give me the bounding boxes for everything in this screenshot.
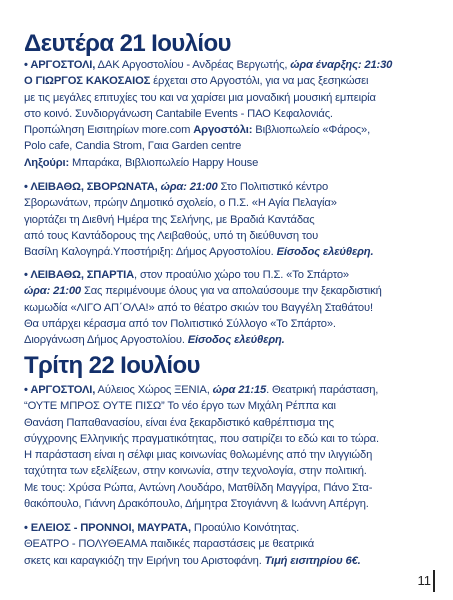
emphasis-text: ώρα: 21:00 <box>24 285 81 298</box>
event-text-line <box>24 155 432 171</box>
body-text: Με τους: Χρύσα Ρώπα, Αντώνη Λουδάρο, Ματθίλδη Μαγγίρα, Πάνο Στα- <box>24 481 373 494</box>
event-text-line <box>24 244 432 260</box>
body-text: έρχεται στο Αργοστόλι, για να μας ξεσηκώσει <box>150 75 369 88</box>
emphasis-text: Ο ΓΙΩΡΓΟΣ ΚΑΚΟΣΑΙΟΣ <box>24 75 151 88</box>
page-number: 11 <box>417 573 431 588</box>
event-text-line <box>24 463 432 479</box>
body-text: στο κοινό. Συνδιοργάνωση Cantabile Events - ΠΑΟ Κεφαλονιάς. <box>24 107 333 120</box>
event-text-line <box>24 195 432 211</box>
event-text-line <box>24 520 432 536</box>
body-text: Διοργάνωση Δήμος Αργοστολίου. <box>24 334 188 347</box>
body-text: . Θεατρική παράσταση, <box>266 384 379 396</box>
event-text-line <box>24 267 432 283</box>
emphasis-text: • <box>24 181 31 193</box>
event-text-line <box>24 73 432 89</box>
event-text-line <box>24 332 432 348</box>
emphasis-text: ΑΡΓΟΣΤΟΛΙ, <box>30 384 96 396</box>
emphasis-text: ώρα 21:15 <box>212 384 267 396</box>
body-text: Αύλειος Χώρος ΞΕΝΙΑ, <box>95 384 213 396</box>
event-text-line <box>24 283 432 299</box>
body-text: Θα υπάρχει κέρασμα από τον Πολιτιστικό Σύλλογο «Το Σπάρτο». <box>24 317 336 330</box>
emphasis-text: • <box>24 59 31 71</box>
body-text: Σας περιμένουμε όλους για να απολαύσουμε την ξεκαρδιστική <box>81 285 382 298</box>
body-text: Θανάση Παπαθανασίου, είναι ένα ξεκαρδιστικό καθρέπτισμα της <box>24 416 334 429</box>
day-heading-tuesday: Τρίτη 22 Ιουλίου <box>24 352 200 379</box>
event-entry-leivatho-svoronata <box>24 179 432 260</box>
emphasis-text: ώρα έναρξης: 21:30 <box>290 59 393 71</box>
emphasis-text: Τιμή εισιτηρίου 6€. <box>264 554 361 567</box>
body-text: Στο Πολιτιστικό κέντρο <box>217 181 329 193</box>
emphasis-text: • <box>24 384 31 396</box>
body-text: ταχύτητα των εξελίξεων, στην κοινωνία, στην τεχνολογία, στην πολιτική. <box>24 465 367 478</box>
body-text: με τις μεγάλες επιτυχίες του και να χαρίσει μια μοναδική μουσική εμπειρία <box>24 91 376 104</box>
event-text-line <box>24 536 432 552</box>
emphasis-text: Ληξούρι: <box>24 156 70 169</box>
body-text: Βασίλη Καλογηρά.Υποστήριξη: Δήμος Αργοστολίου. <box>24 246 277 259</box>
emphasis-text: ΛΕΙΒΑΘΩ, ΣΒΟΡΩΝΑΤΑ, <box>30 181 158 193</box>
body-text: Polo cafe, Candia Strom, Γαια Garden centre <box>24 140 242 153</box>
emphasis-text: ΕΛΕΙΟΣ - ΠΡΟΝΝΟΙ, ΜΑΥΡΑΤΑ, <box>30 522 191 534</box>
body-text: Μπαράκα, Βιβλιοπωλείο Happy House <box>69 156 259 169</box>
body-text: σύγχρονης Ελληνικής πραγματικότητας, που σατιρίζει το εδώ και το τώρα. <box>24 432 379 445</box>
body-text: ΘΕΑΤΡΟ - ΠΟΛΥΘΕΑΜΑ παιδικές παραστάσεις με θεατρικά <box>24 538 315 551</box>
body-text: , στον προαύλιο χώρο του Π.Σ. «Το Σπάρτο» <box>134 269 350 281</box>
event-text-line <box>24 496 432 512</box>
body-text: Σβορωνάτων, πρώην Δημοτικό σχολείο, ο Π.Σ. «Η Αγία Πελαγία» <box>24 197 337 210</box>
emphasis-text: Αργοστόλι: <box>193 124 253 137</box>
event-text-line <box>24 138 432 154</box>
page-number-rule <box>433 570 435 592</box>
event-text-line <box>24 415 432 431</box>
emphasis-text: ΛΕΙΒΑΘΩ, ΣΠΑΡΤΙΑ <box>30 269 135 281</box>
emphasis-text: • <box>24 269 31 281</box>
day-heading-monday: Δευτέρα 21 Ιουλίου <box>24 30 231 57</box>
event-text-line <box>24 398 432 414</box>
event-text-line <box>24 382 432 398</box>
event-text-line <box>24 553 432 569</box>
body-text: Η παράσταση είναι η σέλφι μιας κοινωνίας θολωμένης από την ιλιγγιώδη <box>24 449 373 462</box>
event-text-line <box>24 122 432 138</box>
event-entry-eleios-pronnoi <box>24 520 432 569</box>
body-text: κωμωδία «ΛΙΓΟ ΑΠ΄ΟΛΑ!» από το θέατρο σκιών του Βαγγέλη Σταθάτου! <box>24 301 373 314</box>
event-entry-argostoli-concert <box>24 57 432 171</box>
emphasis-text: Είσοδος ελεύθερη. <box>276 246 374 259</box>
emphasis-text: • <box>24 522 31 534</box>
body-text: σκετς και καραγκιόζη την Ειρήνη του Αριστοφάνη. <box>24 554 265 567</box>
event-text-line <box>24 431 432 447</box>
event-entry-leivatho-spartia <box>24 267 432 348</box>
emphasis-text: ώρα: 21:00 <box>160 181 218 193</box>
event-text-line <box>24 106 432 122</box>
body-text: ΔΑΚ Αργοστολίου - Ανδρέας Βεργωτής, <box>95 59 291 71</box>
event-text-line <box>24 316 432 332</box>
body-text: Προπώληση Εισιτηρίων more.com <box>24 124 194 137</box>
emphasis-text: ΑΡΓΟΣΤΟΛΙ, <box>30 59 96 71</box>
event-text-line <box>24 57 432 73</box>
body-text: θακόπουλο, Γιάννη Δρακόπουλο, Δήμητρα Στογιάννη & Ιωάννη Απέργη. <box>24 498 369 511</box>
body-text: γιορτάζει τη Διεθνή Ημέρα της Σελήνης, με Βραδιά Καντάδας <box>24 213 315 226</box>
event-text-line <box>24 300 432 316</box>
body-text: από τους Καντάδορους της Λειβαθούς, υπό τη διεύθυνση του <box>24 229 319 242</box>
event-text-line <box>24 228 432 244</box>
event-entry-argostoli-theatre <box>24 382 432 512</box>
body-text: “ΟΥΤΕ ΜΠΡΟΣ ΟΥΤΕ ΠΙΣΩ” Το νέο έργο των Μιχάλη Ρέππα και <box>24 400 336 413</box>
event-text-line <box>24 90 432 106</box>
emphasis-text: Είσοδος ελεύθερη. <box>187 334 285 347</box>
event-text-line <box>24 212 432 228</box>
event-text-line <box>24 480 432 496</box>
body-text: Βιβλιοπωλείο «Φάρος», <box>252 124 371 137</box>
event-text-line <box>24 179 432 195</box>
body-text: Προαύλιο Κοινότητας. <box>190 522 300 534</box>
event-text-line <box>24 447 432 463</box>
